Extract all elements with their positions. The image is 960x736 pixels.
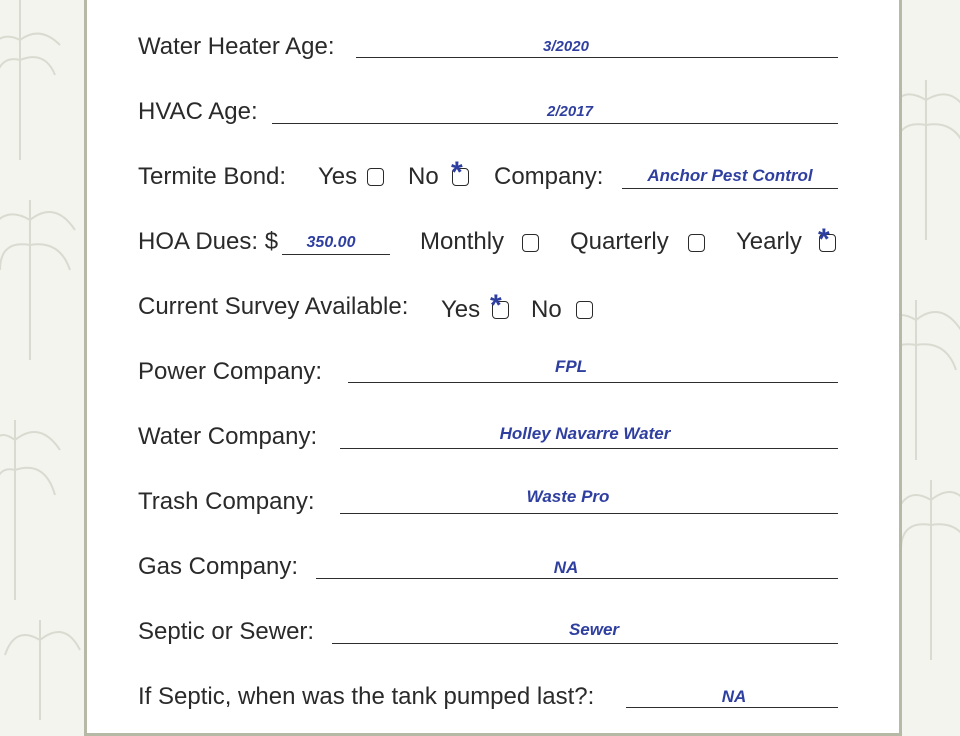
septic-pumped-line [626,707,838,708]
palm-pattern-left [0,0,84,720]
termite-yes-checkbox[interactable] [367,168,384,186]
survey-yes-label: Yes [441,296,481,323]
hvac-value[interactable]: 2/2017 [547,103,593,120]
power-line [348,382,838,383]
trash-line [340,513,838,514]
power-label: Power Company: [138,358,323,385]
septic-sewer-line [332,643,838,644]
survey-no-label: No [531,296,562,323]
hoa-line [282,254,390,255]
termite-yes-label: Yes [318,163,358,190]
hoa-monthly-checkbox[interactable] [522,234,539,252]
hoa-value[interactable]: 350.00 [306,234,356,251]
survey-no-checkbox[interactable] [576,301,593,319]
hoa-label: HOA Dues: $ [138,228,279,255]
survey-yes-mark: * [490,289,502,322]
power-value[interactable]: FPL [554,357,588,376]
water-company-line [340,448,838,449]
gas-label: Gas Company: [138,553,299,580]
termite-company-value[interactable]: Anchor Pest Control [647,166,813,185]
hoa-monthly-label: Monthly [420,228,505,255]
septic-pumped-label: If Septic, when was the tank pumped last?: [138,683,595,710]
hoa-yearly-label: Yearly [736,228,802,255]
water-heater-label: Water Heater Age: [138,33,335,60]
septic-sewer-value[interactable]: Sewer [568,620,620,639]
hvac-line [272,123,838,124]
termite-no-mark: * [451,156,463,189]
hoa-quarterly-label: Quarterly [570,228,669,255]
trash-label: Trash Company: [138,488,315,515]
termite-company-line [622,188,838,189]
survey-label: Current Survey Available: [138,293,409,320]
water-heater-value[interactable]: 3/2020 [543,38,589,55]
palm-pattern-left-svg [0,0,84,720]
gas-value[interactable]: NA [553,558,579,577]
termite-no-label: No [408,163,439,190]
septic-pumped-value[interactable]: NA [721,687,747,706]
water-company-value[interactable]: Holley Navarre Water [499,424,671,443]
gas-line [316,578,838,579]
water-company-label: Water Company: [138,423,318,450]
termite-company-label: Company: [494,163,604,190]
hoa-quarterly-checkbox[interactable] [688,234,705,252]
water-heater-line [356,57,838,58]
termite-label: Termite Bond: [138,163,287,190]
hvac-label: HVAC Age: [138,98,258,125]
trash-value[interactable]: Waste Pro [526,487,610,506]
hoa-yearly-mark: * [818,223,830,256]
septic-sewer-label: Septic or Sewer: [138,618,315,645]
